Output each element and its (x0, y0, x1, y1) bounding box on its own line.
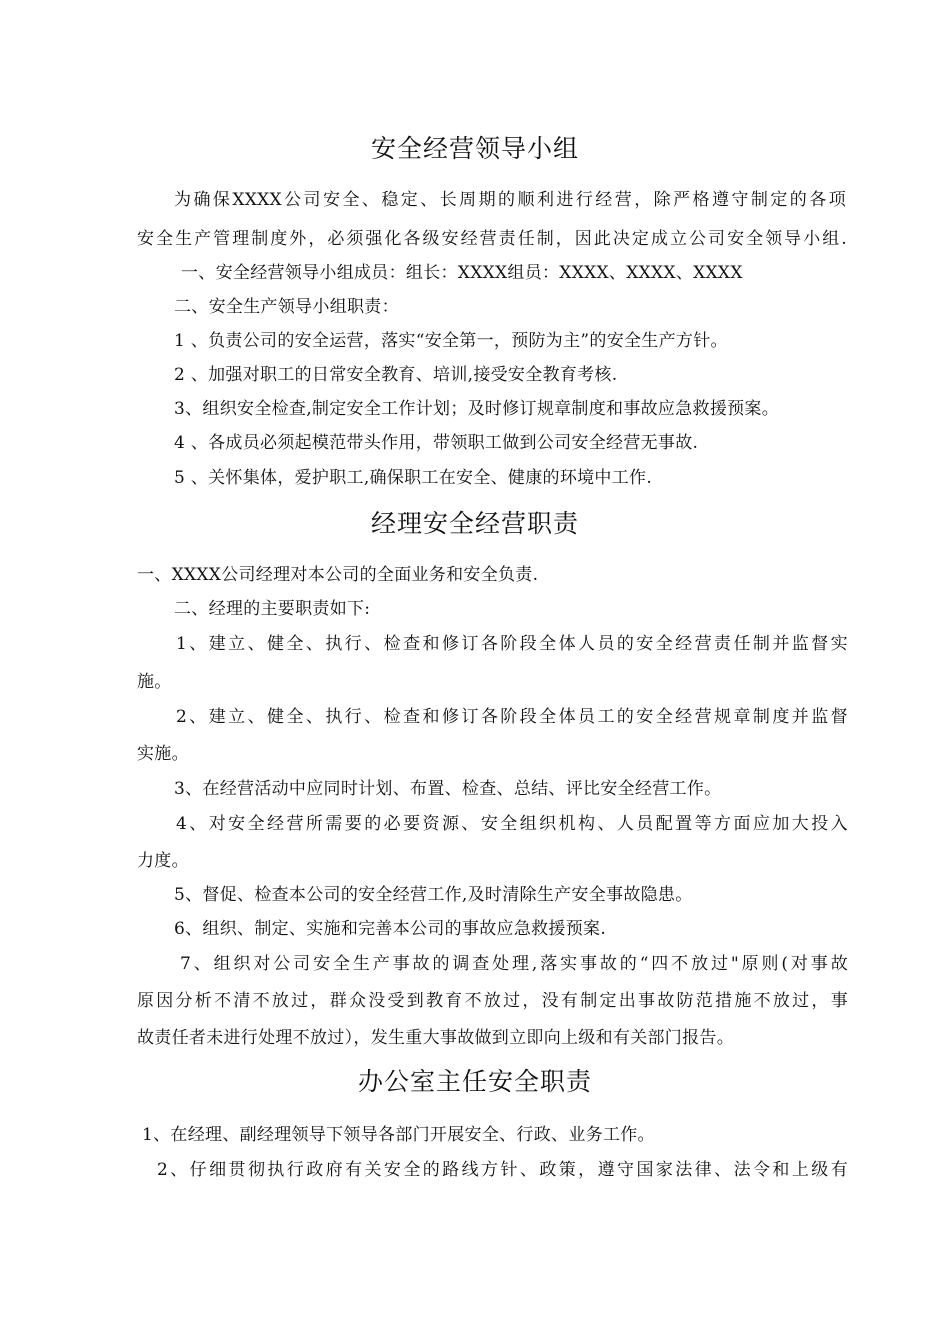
paragraph-line: 二、经理的主要职责如下: (174, 599, 371, 619)
list-item: 3、组织安全检查,制定安全工作计划；及时修订规章制度和事故应急救援预案。 (174, 399, 780, 419)
paragraph-line: 安全生产管理制度外，必须强化各级安经营责任制，因此决定成立公司安全领导小组. (137, 229, 847, 249)
list-item: 2、仔细贯彻执行政府有关安全的路线方针、政策，遵守国家法律、法令和上级有 (157, 1160, 848, 1180)
list-item: 3、在经营活动中应同时计划、布置、检查、总结、评比安全经营工作。 (174, 779, 722, 799)
list-item: 7、组织对公司安全生产事故的调查处理,落实事故的“四不放过"原则(对事故 (180, 954, 848, 974)
paragraph-line: 二、安全生产领导小组职责： (174, 297, 399, 317)
list-item-continuation: 力度。 (137, 851, 189, 871)
section-heading: 安全经营领导小组 (370, 134, 579, 163)
list-item: 1、在经理、副经理领导下领导各部门开展安全、行政、业务工作。 (142, 1125, 655, 1145)
list-item: 4、对安全经营所需要的必要资源、安全组织机构、人员配置等方面应加大投入 (176, 814, 848, 834)
paragraph-line: 为确保XXXX公司安全、稳定、长周期的顺利进行经营，除严格遵守制定的各项 (174, 190, 846, 210)
list-item: 5、督促、检查本公司的安全经营工作,及时清除生产安全事故隐患。 (174, 885, 693, 905)
paragraph-line: 一、安全经营领导小组成员：组长：XXXX组员：XXXX、XXXX、XXXX (181, 263, 743, 283)
list-item: 1 、负责公司的安全运营，落实“安全第一，预防为主”的安全生产方针。 (174, 331, 728, 351)
list-item: 2、建立、健全、执行、检查和修订各阶段全体员工的安全经营规章制度并监督 (176, 707, 848, 727)
list-item: 4 、各成员必须起模范带头作用，带领职工做到公司安全经营无事故. (174, 433, 699, 453)
list-item-continuation: 故责任者未进行处理不放过），发生重大事故做到立即向上级和有关部门报告。 (137, 1028, 734, 1048)
list-item: 5 、关怀集体，爱护职工,确保职工在安全、健康的环境中工作. (174, 468, 653, 488)
list-item-continuation: 实施。 (137, 744, 189, 764)
list-item-continuation: 原因分析不清不放过，群众没受到教育不放过，没有制定出事故防范措施不放过，事 (137, 991, 848, 1011)
list-item: 6、组织、制定、实施和完善本公司的事故应急救援预案. (174, 919, 607, 939)
section-heading: 办公室主任安全职责 (357, 1067, 592, 1096)
list-item: 2 、加强对职工的日常安全教育、培训,接受安全教育考核. (174, 365, 618, 385)
paragraph-line: 一、XXXX公司经理对本公司的全面业务和安全负责. (137, 565, 539, 585)
list-item: 1、建立、健全、执行、检查和修订各阶段全体人员的安全经营责任制并监督实 (176, 634, 848, 654)
list-item-continuation: 施。 (137, 672, 172, 692)
section-heading: 经理安全经营职责 (370, 509, 579, 538)
